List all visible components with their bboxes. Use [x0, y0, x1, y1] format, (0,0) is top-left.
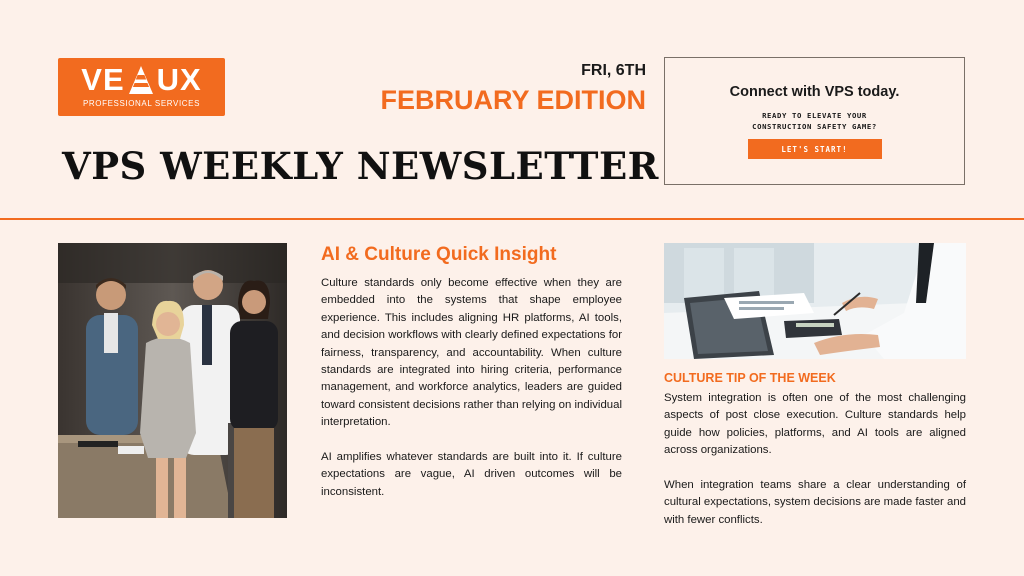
issue-date: FRI, 6TH — [581, 62, 646, 79]
cta-subtext-line2: CONSTRUCTION SAFETY GAME? — [752, 122, 877, 131]
main-article-body — [321, 275, 622, 519]
cta-heading: Connect with VPS today. — [729, 84, 900, 100]
logo-text-left: VE — [81, 62, 125, 97]
logo-text-right: UX — [156, 62, 202, 97]
edition-label: FEBRUARY EDITION — [380, 85, 646, 115]
cta-box — [664, 57, 965, 185]
main-article-title: AI & Culture Quick Insight — [321, 244, 557, 265]
cta-subtext — [705, 110, 925, 132]
main-article-paragraph-1: Culture standards only become effective when they are embedded into the systems that shape employee experience. This includes aligning HR platforms, AI tools, and decision workflows with clearly defined expectations for fairness, transparency, and accountability. When culture standards are integrated into hiring criteria, performance management, and workforce analytics, leaders are guided toward consistent decisions rather than relying on individual interpretation. — [321, 277, 622, 429]
main-article-paragraph-2: AI amplifies whatever standards are built into it. If culture expectations are vague, AI driven outcomes will be inconsistent. — [321, 451, 622, 498]
newsletter-title: VPS WEEKLY NEWSLETTER — [62, 144, 659, 188]
veaux-logo — [58, 58, 225, 116]
cta-subtext-line1: READY TO ELEVATE YOUR — [762, 111, 867, 120]
culture-tip-body — [664, 390, 966, 547]
lets-start-button[interactable]: LET'S START! — [748, 139, 882, 159]
logo-tagline: PROFESSIONAL SERVICES — [82, 99, 201, 108]
culture-tip-paragraph-1: System integration is often one of the most challenging aspects of post close execution. Culture standards help guide how policies, platforms, and AI tools are aligned across organizations. — [664, 392, 966, 457]
desk-photo — [664, 243, 966, 359]
team-photo — [58, 243, 287, 518]
logo-wordmark — [58, 64, 225, 96]
culture-tip-paragraph-2: When integration teams share a clear understanding of cultural expectations, system decisions are made faster and with fewer conflicts. — [664, 479, 967, 526]
traffic-cone-icon — [128, 65, 154, 95]
header-divider — [0, 218, 1024, 220]
culture-tip-title: CULTURE TIP OF THE WEEK — [664, 371, 836, 385]
